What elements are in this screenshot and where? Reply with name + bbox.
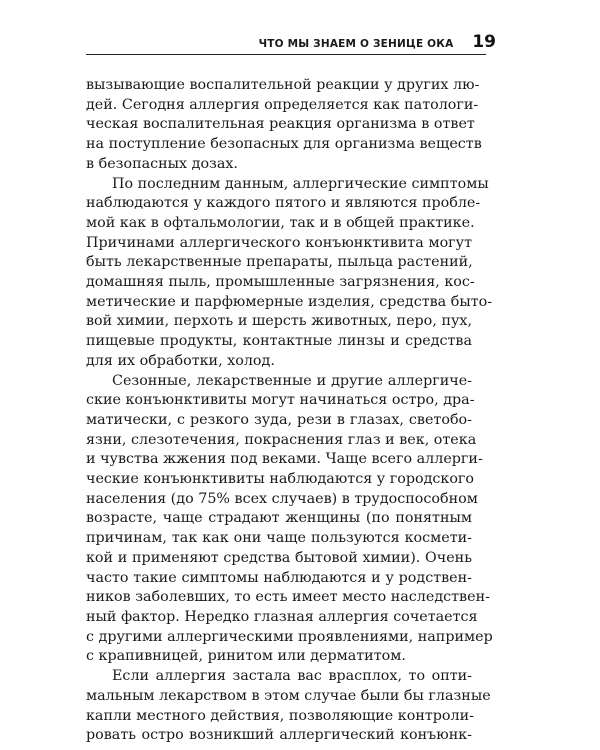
text-line: с крапивницей, ринитом или дерматитом. [86, 648, 406, 665]
text-line: мой как в офтальмологии, так и в общей практике. [86, 214, 475, 231]
text-line: на поступление безопасных для организма веществ [86, 136, 482, 153]
paragraph-1 [86, 76, 482, 175]
text-line: По последним данным, аллергические симптомы [112, 175, 489, 192]
text-line: для их обработки, холод. [86, 352, 275, 369]
page-number: 19 [472, 32, 496, 52]
text-line: домашняя пыль, промышленные загрязнения, кос- [86, 274, 475, 291]
text-line: в безопасных дозах. [86, 155, 238, 172]
text-line: вызывающие воспалительной реакции у других лю- [86, 77, 480, 93]
text-line: дей. Сегодня аллергия определяется как патологи- [86, 96, 479, 113]
text-line: с другими аллергическими проявлениями, например [86, 628, 493, 645]
text-line: часто такие симптомы наблюдаются и у родствен- [86, 569, 472, 586]
text-line: и чувства жжения под веками. Чаще всего аллерги- [86, 451, 483, 468]
text-line: мальным лекарством в этом случае были бы глазные [86, 687, 491, 704]
text-line: наблюдаются у каждого пятого и являются пробле- [86, 195, 481, 212]
text-line: Причинами аллергического конъюнктивита могут [86, 234, 472, 251]
text-line: вой химии, перхоть и шерсть животных, перо, пух, [86, 313, 472, 330]
page-header [86, 30, 496, 56]
text-line: ческие конъюнктивиты наблюдаются у городского [86, 471, 475, 488]
text-line: Сезонные, лекарственные и другие аллергиче- [112, 372, 472, 389]
text-line: населения (до 75% всех случаев) в трудоспособном [86, 490, 478, 507]
text-line: ников заболевших, то есть имеет место наследствен- [86, 589, 490, 606]
text-line: быть лекарственные препараты, пыльца растений, [86, 254, 473, 271]
text-line: причинам, так как они чаще пользуются космети- [86, 530, 472, 547]
text-line: возрасте, чаще страдают женщины (по понятным [86, 510, 472, 527]
paragraph-2 [86, 175, 493, 372]
text-line: ровать остро возникший аллергический конъюнк- [86, 727, 472, 744]
text-line: ские конъюнктивиты могут начинаться остро, дра- [86, 392, 475, 409]
text-line: пищевые продукты, контактные линзы и средства [86, 333, 472, 350]
text-line: Если аллергия застала вас врасплох, то опти- [112, 668, 472, 685]
text-line: матически, с резкого зуда, рези в глазах, светобо- [86, 411, 472, 428]
text-line: ный фактор. Нередко глазная аллергия сочетается [86, 608, 478, 625]
text-line: ческая воспалительная реакция организма в ответ [86, 116, 475, 133]
paragraph-3 [86, 372, 493, 668]
paragraph-4 [86, 667, 491, 746]
text-line: капли местного действия, позволяющие контроли- [86, 707, 474, 724]
header-rule [86, 54, 486, 55]
body-text [86, 76, 493, 746]
running-title: ЧТО МЫ ЗНАЕМ О ЗЕНИЦЕ ОКА [258, 38, 454, 50]
text-line: кой и применяют средства бытовой химии). Очень [86, 549, 472, 566]
text-line: метические и парфюмерные изделия, средства быто- [86, 293, 493, 310]
text-line: язни, слезотечения, покраснения глаз и век, отека [86, 431, 477, 448]
